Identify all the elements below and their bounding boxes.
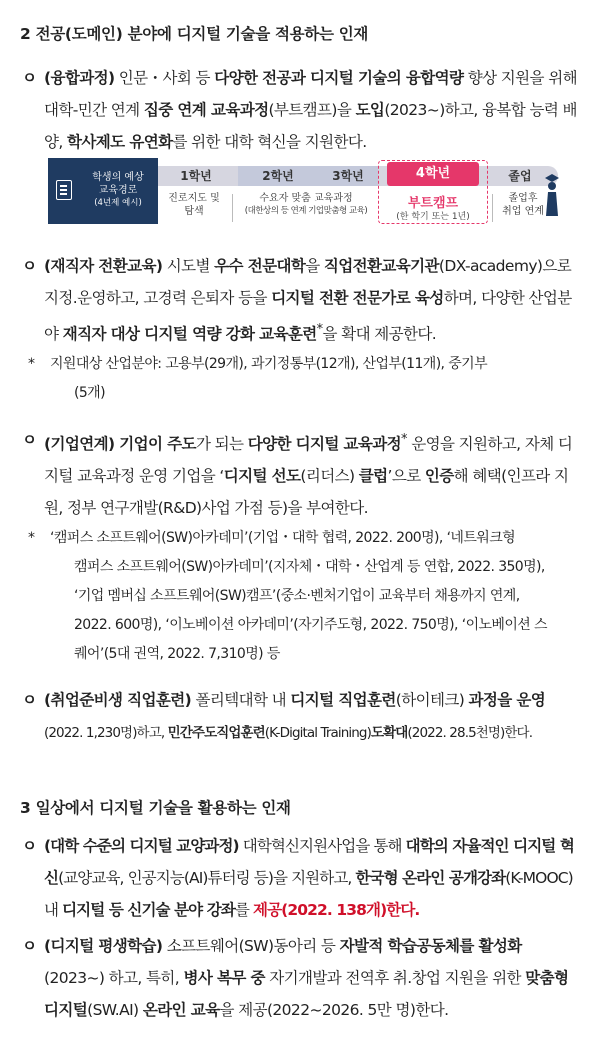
- text: 인문・사회 등: [114, 69, 215, 87]
- text: 운영을 지원하고, 자체 디지털 교육과정 운영 기업을 ‘: [44, 435, 573, 486]
- main-label-line3: (4년제 예시): [94, 198, 142, 208]
- emphasis: 대학의 자율적인 디지털 혁신: [44, 837, 574, 887]
- main-label-line2: 교육경로: [98, 185, 138, 196]
- emphasis: 도확대: [370, 725, 408, 741]
- text: (2022. 28.5천명)한다.: [407, 725, 533, 741]
- divider: [492, 194, 493, 222]
- year-3-label: 3학년: [318, 166, 378, 186]
- text: 대학혁신지원사업을 통해: [238, 837, 406, 855]
- text: (2022. 1,230명)하고,: [44, 725, 168, 741]
- bullet-marker: ㅇ: [22, 257, 37, 275]
- text: (K-Digital Training): [264, 725, 371, 741]
- text: 해 혜택(인프라 지원, 정부 연구개발(R&D)사업 가점 등)을 부여한다.: [44, 467, 569, 518]
- document-icon: [56, 180, 72, 200]
- text: 향상 지원을 위해 대학-민간 연계: [44, 69, 577, 119]
- bullet-item-liberal-arts: [22, 830, 578, 926]
- emphasis: 온라인 교육: [142, 1001, 220, 1019]
- footnote-star: *: [28, 356, 35, 372]
- text: 소프트웨어(SW)동아리 등: [162, 937, 340, 955]
- desc-line: 탐색: [184, 206, 204, 217]
- emphasis: 한국형 온라인 공개강좌: [355, 869, 506, 887]
- bullet-item-industry-link: [22, 424, 578, 524]
- text: (K-MOOC) 내: [44, 869, 573, 919]
- desc-line: 졸업후: [508, 193, 538, 204]
- desc-line: 수요자 맞춤 교육과정: [259, 193, 353, 204]
- text: (DX-academy)으로 지정.운영하고, 고경력 은퇴자 등을: [44, 257, 572, 307]
- emphasis: 디지털 선도: [223, 467, 301, 486]
- text: (부트캠프)을: [268, 101, 356, 119]
- item-title: (재직자 전환교육): [44, 257, 163, 275]
- emphasis: 다양한 디지털 교육과정: [247, 435, 402, 454]
- text: (교양교육, 인공지능(AI)튜터링 등)을 지원하고,: [58, 869, 356, 887]
- emphasis: 다양한 전공과 디지털 기술의 융합역량: [214, 69, 464, 87]
- year-2-label: 2학년: [238, 166, 318, 186]
- footnote-programs: [28, 524, 576, 669]
- bullet-marker: ㅇ: [22, 431, 37, 449]
- emphasis: 맞춤형 디지털: [44, 969, 569, 1019]
- text: 폴리텍대학 내: [191, 691, 291, 709]
- footnote-line: 퀘어’(5대 권역, 2022. 7,310명) 등: [74, 646, 280, 662]
- emphasis: 학사제도 유연화: [67, 133, 173, 151]
- text: ’으로: [387, 467, 425, 486]
- bullet-marker: ㅇ: [22, 837, 37, 855]
- year-4-label: 4학년: [387, 162, 479, 186]
- graduation-desc: [494, 192, 552, 218]
- footnote-mark: *: [316, 322, 323, 337]
- item-title: (디지털 평생학습): [44, 937, 163, 955]
- desc-line: (대한상의 등 연계 기업맞춤형 교육): [244, 206, 368, 216]
- emphasis: 클럽: [358, 467, 388, 486]
- footnote-star: *: [28, 530, 35, 546]
- year-1-label: 1학년: [180, 169, 212, 183]
- text: (2023~) 하고, 특히,: [44, 969, 184, 987]
- expected-path-box: [48, 158, 158, 224]
- emphasis: 디지털 전환 전문가로 육성: [271, 289, 444, 307]
- desc-line: 진로지도 및: [168, 193, 220, 204]
- education-path-diagram: [48, 158, 560, 228]
- text: (SW.AI): [87, 1001, 143, 1019]
- emphasis: 과정을 운영: [468, 691, 546, 709]
- emphasis: 재직자 대상 디지털 역량 강화 교육훈련: [62, 325, 317, 344]
- text: 하며, 다양한 산업분야: [44, 289, 572, 344]
- text: 을 제공(2022~2026. 5만 명)한다.: [219, 1001, 449, 1019]
- section-3-heading: 3 일상에서 디지털 기술을 활용하는 인재: [20, 799, 291, 817]
- emphasis-red: 제공(2022. 138개)한다.: [253, 901, 420, 919]
- text: (리더스): [300, 467, 359, 486]
- bullet-marker: ㅇ: [22, 691, 37, 709]
- bullet-marker: ㅇ: [22, 69, 37, 87]
- item-title: (취업준비생 직업훈련): [44, 691, 192, 709]
- emphasis: 도입: [355, 101, 385, 119]
- footnote-line: ‘기업 멤버십 소프트웨어(SW)캠프’(중소·벤처기업이 교육부터 채용까지 연계,: [74, 588, 520, 604]
- emphasis: 기업이 주도: [114, 435, 196, 454]
- emphasis: 디지털 직업훈련: [290, 691, 396, 709]
- emphasis: 직업전환교육기관: [323, 257, 439, 275]
- year-2-3-desc: [234, 192, 378, 218]
- item-title: (대학 수준의 디지털 교양과정): [44, 837, 239, 855]
- text: (하이테크): [395, 691, 469, 709]
- footnote-industries: [28, 350, 576, 408]
- text: 자기개발과 전역후 취.창업 지원을 위한: [264, 969, 526, 987]
- footnote-line: 지원대상 산업분야: 고용부(29개), 과기정통부(12개), 산업부(11개), 중기부: [50, 356, 488, 372]
- item-title: (융합과정): [44, 69, 115, 87]
- divider: [232, 194, 233, 222]
- text: 를 위한 대학 혁신을 지원한다.: [172, 133, 367, 151]
- bullet-item-convergence: [22, 62, 578, 158]
- bullet-item-worker-transition: [22, 250, 578, 350]
- text: 가 되는: [195, 435, 248, 454]
- item-title: (기업연계): [44, 435, 115, 454]
- text: (2023~)하고, 융복합 능력 배양,: [44, 101, 577, 151]
- bootcamp-duration: (한 학기 또는 1년): [396, 212, 470, 222]
- text: 을: [305, 257, 324, 275]
- footnote-line: (5개): [74, 385, 105, 401]
- text: 을 확대 제공한다.: [322, 325, 437, 344]
- text: 를: [234, 901, 254, 919]
- emphasis: 인증: [424, 467, 454, 486]
- bullet-marker: ㅇ: [22, 937, 37, 955]
- graduation-label: 졸업: [508, 169, 532, 183]
- section-2-heading: 2 전공(도메인) 분야에 디지털 기술을 적용하는 인재: [20, 25, 369, 43]
- year-1-desc: [160, 192, 228, 218]
- emphasis: 집중 연계 교육과정: [143, 101, 269, 119]
- emphasis: 우수 전문대학: [214, 257, 306, 275]
- emphasis: 민간주도직업훈련: [167, 725, 265, 741]
- desc-line: 취업 연계: [502, 206, 544, 217]
- emphasis: 자발적 학습공동체를 활성화: [339, 937, 522, 955]
- bootcamp-label: 부트캠프: [407, 196, 459, 211]
- bullet-item-lifelong-learning: [22, 930, 578, 1026]
- footnote-line: ‘캠퍼스 소프트웨어(SW)아카데미’(기업・대학 협력, 2022. 200명), ‘네트워크형: [50, 530, 516, 546]
- text: 시도별: [162, 257, 215, 275]
- emphasis: 병사 복무 중: [183, 969, 265, 987]
- emphasis: 디지털 등 신기술 분야 강좌: [62, 901, 235, 919]
- bullet-item-job-seekers: [22, 684, 578, 749]
- footnote-mark: *: [401, 432, 407, 447]
- main-label-line1: 학생의 예상: [92, 172, 144, 183]
- footnote-line: 캠퍼스 소프트웨어(SW)아카데미’(지자체・대학・산업계 등 연합, 2022. 350명),: [74, 559, 545, 575]
- footnote-line: 2022. 600명), ‘이노베이션 아카데미’(자기주도형, 2022. 750명), ‘이노베이션 스: [74, 617, 547, 633]
